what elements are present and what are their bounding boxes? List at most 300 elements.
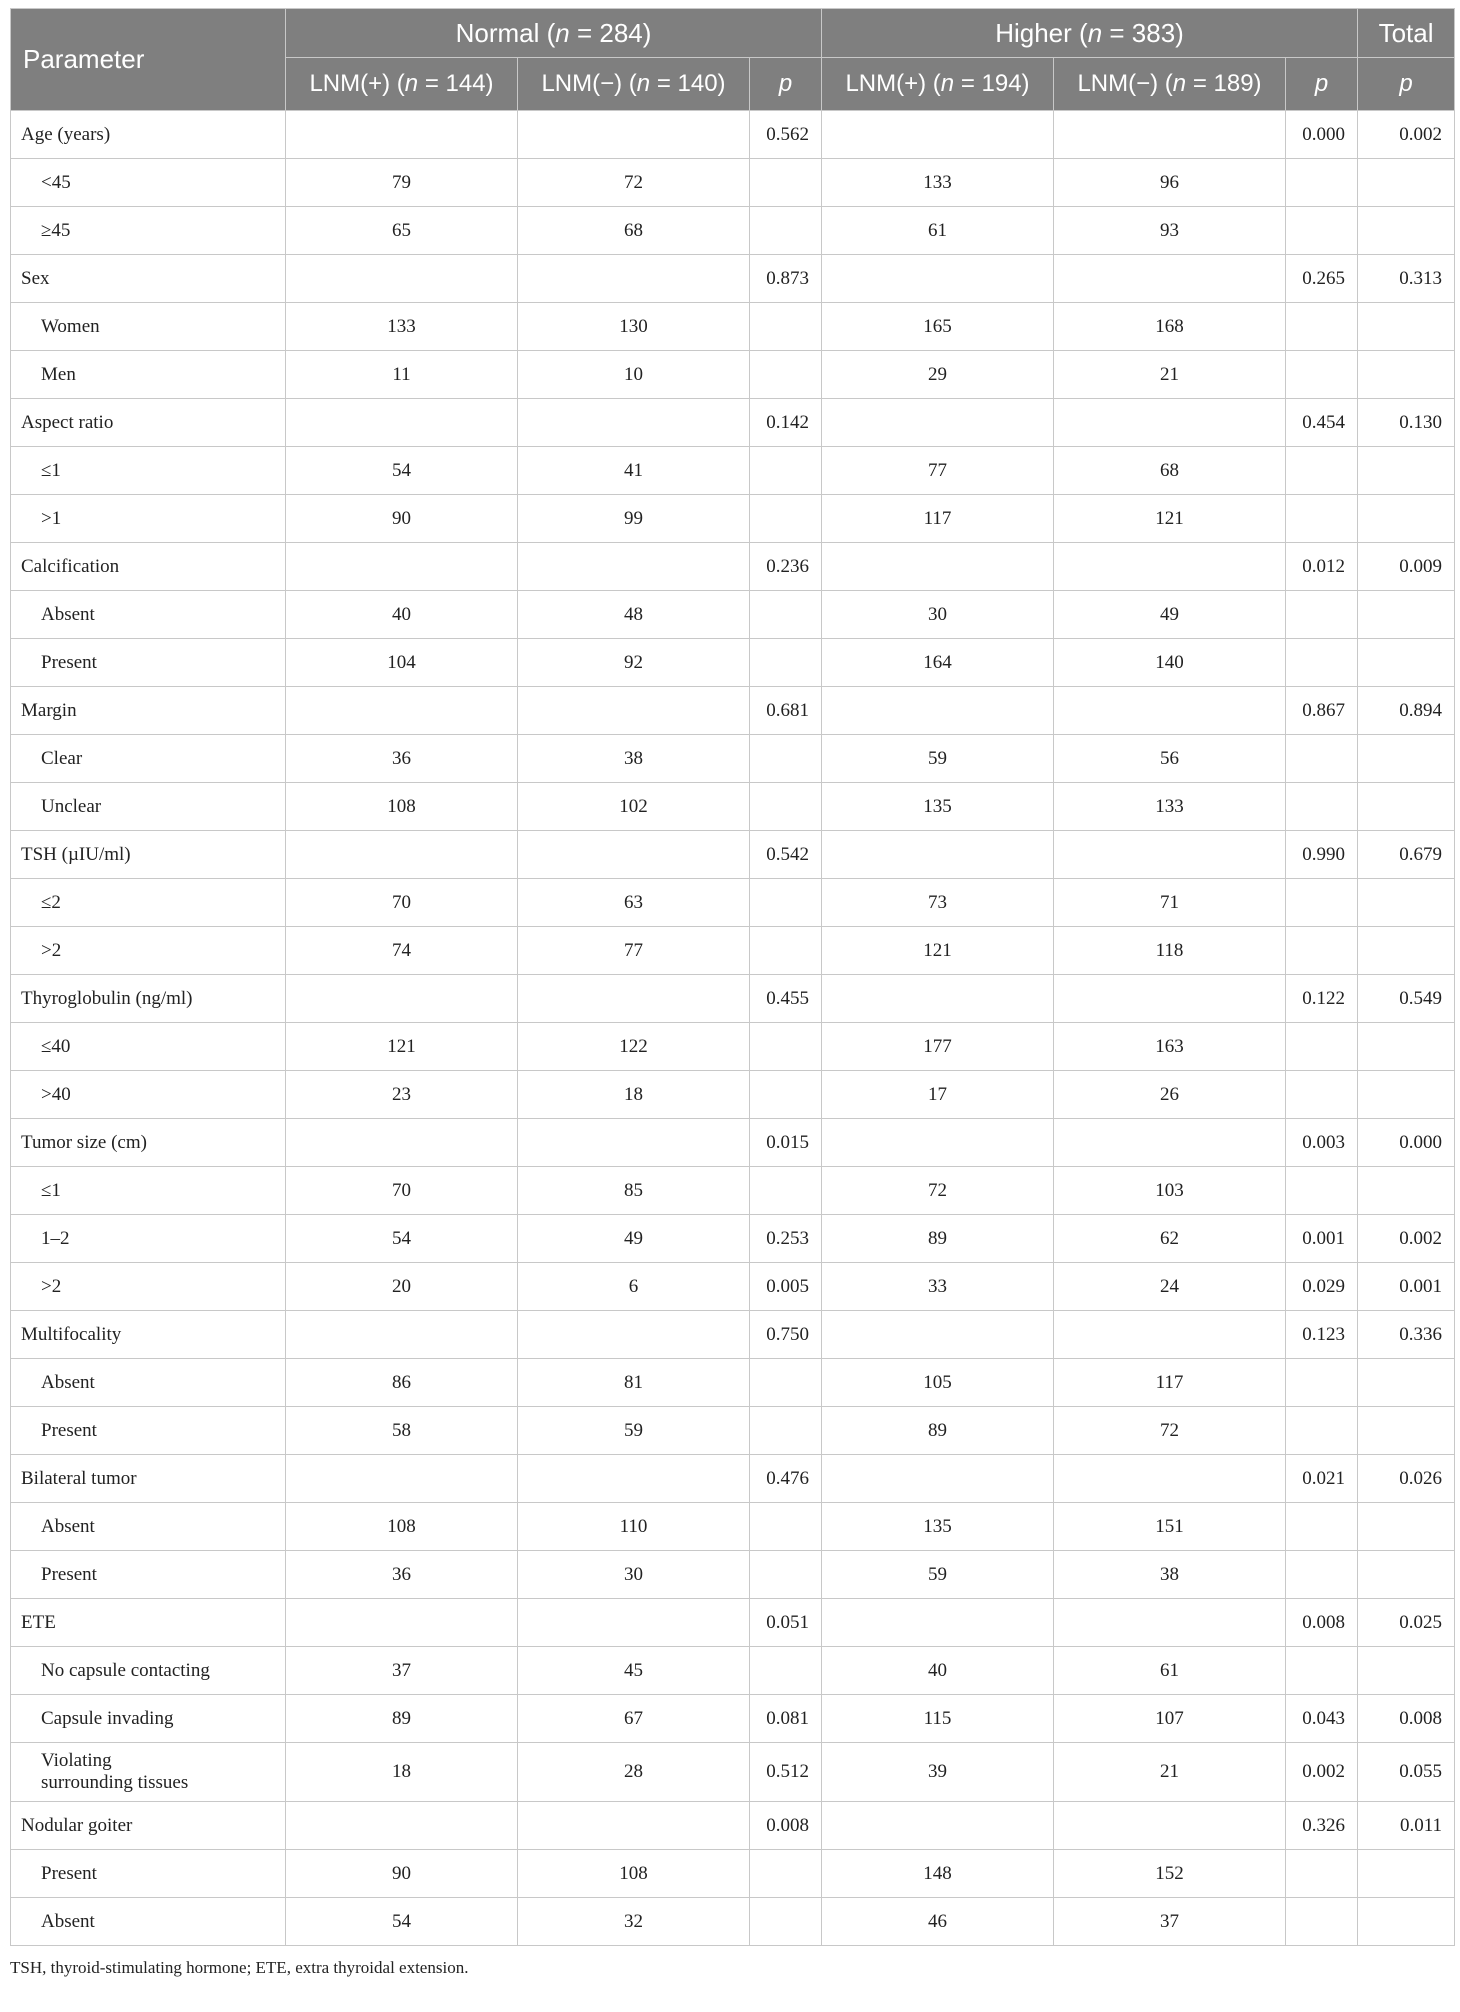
count-cell: 45 — [518, 1647, 750, 1695]
table-row-subcategory — [11, 1551, 1455, 1599]
p-value-cell: 0.005 — [750, 1263, 822, 1311]
count-cell: 108 — [518, 1850, 750, 1898]
p-value-cell — [1286, 735, 1358, 783]
p-value-cell — [1358, 639, 1455, 687]
count-cell: 59 — [518, 1407, 750, 1455]
count-cell: 37 — [286, 1647, 518, 1695]
p-value-cell — [1358, 1407, 1455, 1455]
count-cell — [1054, 255, 1286, 303]
count-cell — [1054, 543, 1286, 591]
count-cell: 177 — [822, 1023, 1054, 1071]
header-subgroup: LNM(−) (n = 140) — [518, 58, 750, 111]
count-cell — [518, 1802, 750, 1850]
count-cell — [1054, 687, 1286, 735]
p-value-cell — [750, 351, 822, 399]
count-cell — [1054, 1311, 1286, 1359]
count-cell: 117 — [822, 495, 1054, 543]
count-cell — [286, 1311, 518, 1359]
p-value-cell — [750, 591, 822, 639]
count-cell — [1054, 399, 1286, 447]
count-cell: 56 — [1054, 735, 1286, 783]
p-value-cell — [1358, 1503, 1455, 1551]
count-cell — [286, 543, 518, 591]
p-value-cell — [1286, 1647, 1358, 1695]
p-value-cell: 0.025 — [1358, 1599, 1455, 1647]
header-p-value: p — [750, 58, 822, 111]
p-value-cell: 0.562 — [750, 111, 822, 159]
p-value-cell: 0.130 — [1358, 399, 1455, 447]
p-value-cell — [750, 447, 822, 495]
table-row-subcategory — [11, 1898, 1455, 1946]
p-value-cell: 0.002 — [1286, 1743, 1358, 1802]
table-row-subcategory — [11, 447, 1455, 495]
count-cell — [286, 111, 518, 159]
count-cell: 96 — [1054, 159, 1286, 207]
count-cell: 54 — [286, 1215, 518, 1263]
row-label: >1 — [11, 495, 286, 543]
p-value-cell: 0.549 — [1358, 975, 1455, 1023]
row-label: Nodular goiter — [11, 1802, 286, 1850]
p-value-cell — [1286, 639, 1358, 687]
table-row-parameter — [11, 1119, 1455, 1167]
p-value-cell: 0.000 — [1358, 1119, 1455, 1167]
count-cell — [822, 831, 1054, 879]
count-cell — [286, 1599, 518, 1647]
count-cell: 36 — [286, 735, 518, 783]
p-value-cell: 0.029 — [1286, 1263, 1358, 1311]
p-value-cell: 0.055 — [1358, 1743, 1455, 1802]
count-cell: 67 — [518, 1695, 750, 1743]
table-row-subcategory — [11, 1695, 1455, 1743]
count-cell — [286, 975, 518, 1023]
table-row-parameter — [11, 543, 1455, 591]
p-value-cell — [750, 1407, 822, 1455]
count-cell: 85 — [518, 1167, 750, 1215]
count-cell: 108 — [286, 1503, 518, 1551]
count-cell: 6 — [518, 1263, 750, 1311]
header-p-value: p — [1286, 58, 1358, 111]
table-row-parameter — [11, 1311, 1455, 1359]
count-cell — [822, 975, 1054, 1023]
table-row-parameter — [11, 975, 1455, 1023]
count-cell: 72 — [822, 1167, 1054, 1215]
count-cell: 133 — [286, 303, 518, 351]
count-cell — [822, 1455, 1054, 1503]
header-row-group — [11, 9, 1455, 58]
p-value-cell — [1358, 1551, 1455, 1599]
p-value-cell — [750, 159, 822, 207]
row-label: Present — [11, 1551, 286, 1599]
table-row-subcategory — [11, 1850, 1455, 1898]
header-higher: Higher (n = 383) — [822, 9, 1358, 58]
row-label: Clear — [11, 735, 286, 783]
count-cell: 115 — [822, 1695, 1054, 1743]
count-cell: 74 — [286, 927, 518, 975]
count-cell — [822, 111, 1054, 159]
count-cell — [518, 111, 750, 159]
count-cell — [286, 831, 518, 879]
count-cell — [518, 975, 750, 1023]
table-row-parameter — [11, 1802, 1455, 1850]
p-value-cell: 0.681 — [750, 687, 822, 735]
table-row-subcategory — [11, 927, 1455, 975]
p-value-cell — [1358, 783, 1455, 831]
p-value-cell — [750, 1647, 822, 1695]
count-cell: 108 — [286, 783, 518, 831]
p-value-cell — [750, 495, 822, 543]
count-cell — [518, 1119, 750, 1167]
row-label: <45 — [11, 159, 286, 207]
table-row-subcategory — [11, 303, 1455, 351]
p-value-cell: 0.008 — [750, 1802, 822, 1850]
p-value-cell — [1358, 159, 1455, 207]
p-value-cell — [1286, 1167, 1358, 1215]
row-label: Sex — [11, 255, 286, 303]
table-row-subcategory — [11, 1167, 1455, 1215]
p-value-cell: 0.476 — [750, 1455, 822, 1503]
p-value-cell: 0.008 — [1358, 1695, 1455, 1743]
count-cell: 73 — [822, 879, 1054, 927]
p-value-cell — [1358, 591, 1455, 639]
p-value-cell — [1286, 447, 1358, 495]
table-row-subcategory — [11, 735, 1455, 783]
count-cell: 122 — [518, 1023, 750, 1071]
table-row-subcategory — [11, 879, 1455, 927]
p-value-cell: 0.123 — [1286, 1311, 1358, 1359]
p-value-cell — [750, 783, 822, 831]
count-cell: 61 — [822, 207, 1054, 255]
count-cell: 59 — [822, 1551, 1054, 1599]
p-value-cell: 0.000 — [1286, 111, 1358, 159]
table-row-parameter — [11, 1599, 1455, 1647]
row-label: Present — [11, 1850, 286, 1898]
p-value-cell — [1286, 1551, 1358, 1599]
count-cell — [286, 255, 518, 303]
count-cell: 118 — [1054, 927, 1286, 975]
p-value-cell — [750, 927, 822, 975]
header-total: Total — [1358, 9, 1455, 58]
p-value-cell — [1358, 1071, 1455, 1119]
row-label: Absent — [11, 1898, 286, 1946]
count-cell: 54 — [286, 1898, 518, 1946]
table-row-subcategory — [11, 159, 1455, 207]
p-value-cell — [1358, 1647, 1455, 1695]
p-value-cell: 0.081 — [750, 1695, 822, 1743]
table-row-subcategory — [11, 207, 1455, 255]
header-subgroup: LNM(−) (n = 189) — [1054, 58, 1286, 111]
p-value-cell: 0.008 — [1286, 1599, 1358, 1647]
p-value-cell — [750, 1167, 822, 1215]
count-cell: 89 — [822, 1215, 1054, 1263]
table-row-subcategory — [11, 1071, 1455, 1119]
table-row-parameter — [11, 255, 1455, 303]
p-value-cell — [750, 1023, 822, 1071]
p-value-cell — [1286, 1071, 1358, 1119]
count-cell: 20 — [286, 1263, 518, 1311]
p-value-cell: 0.326 — [1286, 1802, 1358, 1850]
count-cell: 48 — [518, 591, 750, 639]
count-cell: 165 — [822, 303, 1054, 351]
p-value-cell — [1358, 207, 1455, 255]
row-label: Absent — [11, 591, 286, 639]
table-row-subcategory — [11, 1359, 1455, 1407]
p-value-cell — [750, 879, 822, 927]
header-parameter: Parameter — [11, 9, 286, 111]
row-label: Aspect ratio — [11, 399, 286, 447]
p-value-cell — [750, 1898, 822, 1946]
count-cell — [286, 687, 518, 735]
count-cell: 17 — [822, 1071, 1054, 1119]
row-label: ≤2 — [11, 879, 286, 927]
p-value-cell — [1358, 447, 1455, 495]
count-cell: 37 — [1054, 1898, 1286, 1946]
p-value-cell: 0.015 — [750, 1119, 822, 1167]
count-cell: 38 — [518, 735, 750, 783]
row-label: ≤1 — [11, 1167, 286, 1215]
p-value-cell — [750, 1503, 822, 1551]
count-cell: 68 — [518, 207, 750, 255]
count-cell: 36 — [286, 1551, 518, 1599]
count-cell — [518, 543, 750, 591]
count-cell: 39 — [822, 1743, 1054, 1802]
count-cell: 164 — [822, 639, 1054, 687]
count-cell — [518, 1599, 750, 1647]
count-cell: 62 — [1054, 1215, 1286, 1263]
count-cell: 110 — [518, 1503, 750, 1551]
count-cell: 133 — [1054, 783, 1286, 831]
row-label: ≤40 — [11, 1023, 286, 1071]
count-cell — [286, 399, 518, 447]
table-row-subcategory — [11, 1407, 1455, 1455]
p-value-cell: 0.012 — [1286, 543, 1358, 591]
row-label: Men — [11, 351, 286, 399]
row-label: ≤1 — [11, 447, 286, 495]
count-cell — [518, 399, 750, 447]
p-value-cell: 0.265 — [1286, 255, 1358, 303]
table-footnote: TSH, thyroid-stimulating hormone; ETE, extra thyroidal extension. — [10, 1958, 469, 1977]
row-label: >2 — [11, 1263, 286, 1311]
table-row-subcategory — [11, 1263, 1455, 1311]
p-value-cell: 0.011 — [1358, 1802, 1455, 1850]
count-cell: 40 — [286, 591, 518, 639]
count-cell: 54 — [286, 447, 518, 495]
row-label: Absent — [11, 1359, 286, 1407]
p-value-cell: 0.873 — [750, 255, 822, 303]
data-table — [10, 8, 1455, 1946]
count-cell: 163 — [1054, 1023, 1286, 1071]
count-cell: 72 — [518, 159, 750, 207]
count-cell: 117 — [1054, 1359, 1286, 1407]
row-label: Margin — [11, 687, 286, 735]
count-cell — [518, 255, 750, 303]
p-value-cell: 0.002 — [1358, 1215, 1455, 1263]
p-value-cell: 0.455 — [750, 975, 822, 1023]
count-cell: 18 — [518, 1071, 750, 1119]
row-label: Calcification — [11, 543, 286, 591]
count-cell — [1054, 1802, 1286, 1850]
row-label: Capsule invading — [11, 1695, 286, 1743]
count-cell: 92 — [518, 639, 750, 687]
p-value-cell: 0.679 — [1358, 831, 1455, 879]
p-value-cell: 0.122 — [1286, 975, 1358, 1023]
p-value-cell — [1286, 207, 1358, 255]
row-label: >2 — [11, 927, 286, 975]
count-cell — [822, 399, 1054, 447]
p-value-cell — [1286, 591, 1358, 639]
table-row-subcategory — [11, 351, 1455, 399]
p-value-cell — [1286, 351, 1358, 399]
p-value-cell — [1358, 1023, 1455, 1071]
p-value-cell — [1358, 1850, 1455, 1898]
count-cell: 58 — [286, 1407, 518, 1455]
table-row-parameter — [11, 1455, 1455, 1503]
count-cell: 140 — [1054, 639, 1286, 687]
p-value-cell — [1286, 303, 1358, 351]
count-cell: 151 — [1054, 1503, 1286, 1551]
count-cell — [518, 831, 750, 879]
count-cell: 79 — [286, 159, 518, 207]
p-value-cell: 0.021 — [1286, 1455, 1358, 1503]
row-label: >40 — [11, 1071, 286, 1119]
count-cell: 121 — [286, 1023, 518, 1071]
count-cell — [1054, 831, 1286, 879]
row-label: Unclear — [11, 783, 286, 831]
row-label: Age (years) — [11, 111, 286, 159]
count-cell: 135 — [822, 783, 1054, 831]
row-label: Tumor size (cm) — [11, 1119, 286, 1167]
count-cell — [286, 1455, 518, 1503]
table-container — [10, 8, 1454, 1978]
count-cell — [518, 1455, 750, 1503]
p-value-cell: 0.051 — [750, 1599, 822, 1647]
p-value-cell: 0.043 — [1286, 1695, 1358, 1743]
p-value-cell — [1358, 495, 1455, 543]
count-cell: 93 — [1054, 207, 1286, 255]
count-cell: 90 — [286, 495, 518, 543]
p-value-cell — [1358, 1359, 1455, 1407]
count-cell: 77 — [822, 447, 1054, 495]
p-value-cell — [750, 1071, 822, 1119]
header-normal: Normal (n = 284) — [286, 9, 822, 58]
p-value-cell — [1358, 1167, 1455, 1215]
count-cell: 70 — [286, 879, 518, 927]
count-cell — [1054, 1119, 1286, 1167]
p-value-cell: 0.001 — [1358, 1263, 1455, 1311]
row-label: Absent — [11, 1503, 286, 1551]
p-value-cell — [1286, 1407, 1358, 1455]
count-cell: 30 — [822, 591, 1054, 639]
count-cell: 46 — [822, 1898, 1054, 1946]
count-cell: 72 — [1054, 1407, 1286, 1455]
p-value-cell — [1286, 1898, 1358, 1946]
count-cell: 24 — [1054, 1263, 1286, 1311]
count-cell: 61 — [1054, 1647, 1286, 1695]
p-value-cell: 0.001 — [1286, 1215, 1358, 1263]
count-cell: 148 — [822, 1850, 1054, 1898]
count-cell: 21 — [1054, 1743, 1286, 1802]
count-cell — [518, 1311, 750, 1359]
count-cell — [822, 543, 1054, 591]
count-cell: 32 — [518, 1898, 750, 1946]
p-value-cell: 0.142 — [750, 399, 822, 447]
count-cell — [1054, 1599, 1286, 1647]
count-cell: 38 — [1054, 1551, 1286, 1599]
table-row-subcategory — [11, 495, 1455, 543]
p-value-cell: 0.454 — [1286, 399, 1358, 447]
p-value-cell — [1286, 159, 1358, 207]
header-subgroup: LNM(+) (n = 144) — [286, 58, 518, 111]
count-cell: 11 — [286, 351, 518, 399]
table-row-parameter — [11, 831, 1455, 879]
row-label: Present — [11, 639, 286, 687]
count-cell — [822, 1599, 1054, 1647]
row-label: Present — [11, 1407, 286, 1455]
count-cell: 63 — [518, 879, 750, 927]
p-value-cell — [1358, 303, 1455, 351]
count-cell — [286, 1119, 518, 1167]
count-cell: 121 — [822, 927, 1054, 975]
count-cell: 33 — [822, 1263, 1054, 1311]
count-cell: 71 — [1054, 879, 1286, 927]
count-cell — [518, 687, 750, 735]
p-value-cell — [1358, 879, 1455, 927]
count-cell: 23 — [286, 1071, 518, 1119]
p-value-cell — [1358, 1898, 1455, 1946]
p-value-cell: 0.542 — [750, 831, 822, 879]
count-cell: 41 — [518, 447, 750, 495]
count-cell: 102 — [518, 783, 750, 831]
row-label: Violating surrounding tissues — [11, 1743, 286, 1802]
p-value-cell — [1286, 495, 1358, 543]
p-value-cell: 0.003 — [1286, 1119, 1358, 1167]
table-row-subcategory — [11, 1503, 1455, 1551]
p-value-cell — [750, 1359, 822, 1407]
p-value-cell: 0.990 — [1286, 831, 1358, 879]
header-p-value: p — [1358, 58, 1455, 111]
count-cell: 77 — [518, 927, 750, 975]
count-cell: 59 — [822, 735, 1054, 783]
count-cell: 10 — [518, 351, 750, 399]
row-label: Bilateral tumor — [11, 1455, 286, 1503]
count-cell: 49 — [1054, 591, 1286, 639]
count-cell: 152 — [1054, 1850, 1286, 1898]
p-value-cell — [750, 639, 822, 687]
p-value-cell — [1286, 1503, 1358, 1551]
count-cell: 168 — [1054, 303, 1286, 351]
row-label: No capsule contacting — [11, 1647, 286, 1695]
count-cell: 121 — [1054, 495, 1286, 543]
count-cell: 135 — [822, 1503, 1054, 1551]
count-cell: 104 — [286, 639, 518, 687]
table-row-subcategory — [11, 1215, 1455, 1263]
count-cell — [1054, 111, 1286, 159]
table-row-subcategory — [11, 783, 1455, 831]
p-value-cell — [750, 1850, 822, 1898]
header-subgroup: LNM(+) (n = 194) — [822, 58, 1054, 111]
count-cell: 105 — [822, 1359, 1054, 1407]
p-value-cell — [1286, 783, 1358, 831]
count-cell: 68 — [1054, 447, 1286, 495]
count-cell — [822, 687, 1054, 735]
p-value-cell — [1286, 927, 1358, 975]
p-value-cell — [1286, 1359, 1358, 1407]
p-value-cell — [750, 303, 822, 351]
p-value-cell: 0.002 — [1358, 111, 1455, 159]
count-cell: 18 — [286, 1743, 518, 1802]
count-cell: 89 — [286, 1695, 518, 1743]
count-cell: 26 — [1054, 1071, 1286, 1119]
count-cell: 21 — [1054, 351, 1286, 399]
